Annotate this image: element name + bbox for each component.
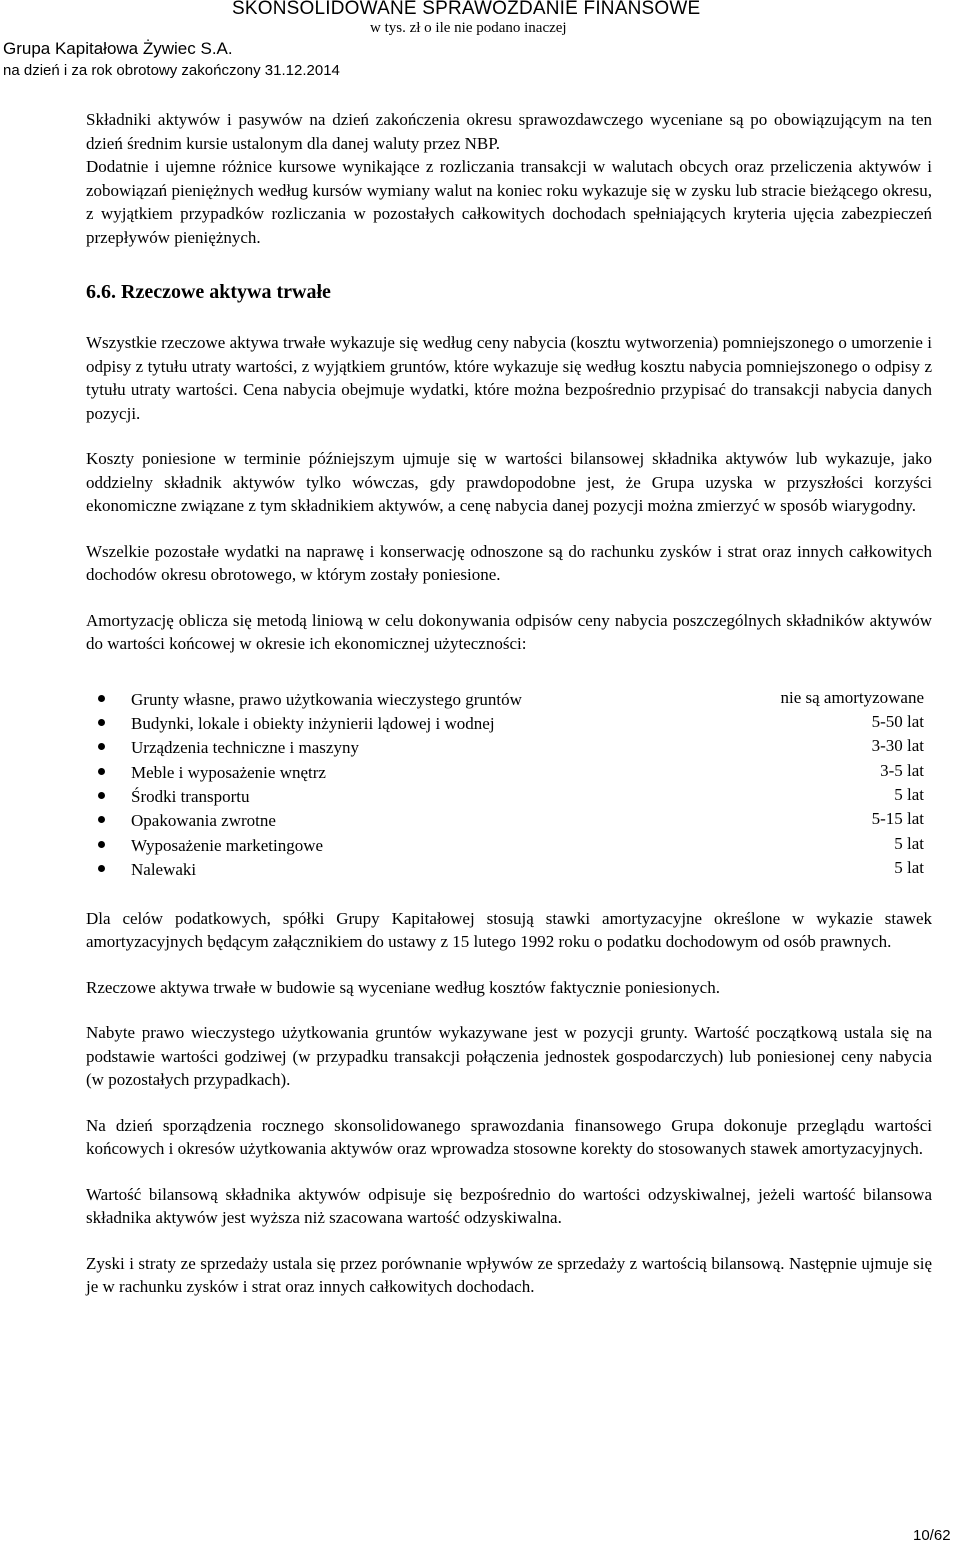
bullet-icon xyxy=(98,719,105,726)
page-number: 10/62 xyxy=(913,1527,951,1544)
paragraph-tax-rates: Dla celów podatkowych, spółki Grupy Kapitałowej stosują stawki amortyzacyjne określone w wykazie stawek amortyzacyjnych będącym załącznikiem do ustawy z 15 lutego 1992 roku o podatku dochodowym od osób prawnych. xyxy=(86,908,932,952)
useful-life: nie są amortyzowane xyxy=(780,687,924,707)
asset-category: Opakowania zwrotne xyxy=(131,811,276,831)
document-body xyxy=(86,108,932,1299)
asset-category: Meble i wyposażenie wnętrz xyxy=(131,762,326,782)
asset-category: Wyposażenie marketingowe xyxy=(131,835,324,855)
list-item xyxy=(86,832,932,856)
depreciation-list xyxy=(86,686,932,881)
useful-life: 5 lat xyxy=(894,833,924,853)
paragraph-subsequent-costs: Koszty poniesione w terminie późniejszym ujmuje się w wartości bilansowej składnika aktywów lub wykazuje, jako oddzielny składnik aktywów tylko wówczas, gdy prawdopodobne jest, że Grupa uzyska w przyszłości korzyści ekonomiczne związane z tym składnikiem aktywów, a cenę nabycia danej pozycji można zmierzyć w sposób wiarygodny. xyxy=(86,449,932,515)
list-item xyxy=(86,783,932,807)
useful-life: 3-30 lat xyxy=(871,736,924,756)
paragraph-perpetual-usufruct: Nabyte prawo wieczystego użytkowania gruntów wykazywane jest w pozycji grunty. Wartość początkową ustala się na podstawie wartości godziwej (w przypadku transakcji połączenia jednostek gospodarczych) lub poniesionej ceny nabycia (w pozostałych przypadkach). xyxy=(86,1023,932,1090)
paragraph-cost-basis: Wszystkie rzeczowe aktywa trwałe wykazuje się według ceny nabycia (kosztu wytworzenia) pomniejszonego o umorzenie i odpisy z tytułu utraty wartości, z wyjątkiem gruntów, które wykazuje się według kosztu nabycia pomniejszonego o odpisy z tytułu utraty wartości. Cena nabycia obejmuje wydatki, które można bezpośrednio przypisać do transakcji nabycia danych pozycji. xyxy=(86,333,932,423)
paragraph-repairs: Wszelkie pozostałe wydatki na naprawę i konserwację odnoszone są do rachunku zysków i strat oraz innych całkowitych dochodów okresu obrotowego, w którym zostały poniesione. xyxy=(86,541,932,584)
useful-life: 3-5 lat xyxy=(880,760,924,780)
paragraph-annual-review: Na dzień sporządzenia rocznego skonsolidowanego sprawozdania finansowego Grupa dokonuje przeglądu wartości końcowych i okresów użytkowania aktywów oraz wprowadza stosowne korekty do stosowanych stawek amortyzacyjnych. xyxy=(86,1115,932,1159)
useful-life: 5 lat xyxy=(894,785,924,805)
asset-category: Nalewaki xyxy=(131,860,197,880)
paragraph-fx-valuation: Składniki aktywów i pasywów na dzień zakończenia okresu sprawozdawczego wyceniane są po obowiązującym na ten dzień średnim kursie ustalonym dla danej waluty przez NBP. xyxy=(86,110,932,153)
section-heading: 6.6. Rzeczowe aktywa trwałe xyxy=(86,281,331,303)
list-item xyxy=(86,710,932,734)
list-item xyxy=(86,807,932,831)
list-item xyxy=(86,856,932,880)
paragraph-construction-in-progress: Rzeczowe aktywa trwałe w budowie są wyceniane według kosztów faktycznie poniesionych. xyxy=(86,977,720,997)
paragraph-fx-differences: Dodatnie i ujemne różnice kursowe wynikające z rozliczania transakcji w walutach obcych oraz przeliczenia aktywów i zobowiązań pieniężnych według kursów wymiany walut na koniec roku wykazuje się w zysku lub stracie bieżącego okresu, z wyjątkiem przypadków rozliczania w pozostałych całkowitych dochodach spełniających kryteria ujęcia zabezpieczeń przepływów pieniężnych. xyxy=(86,157,932,247)
bullet-icon xyxy=(98,768,105,775)
paragraph-depreciation-method: Amortyzację oblicza się metodą liniową w celu dokonywania odpisów ceny nabycia poszczególnych składników aktywów do wartości końcowej w okresie ich ekonomicznej użyteczności: xyxy=(86,610,932,653)
company-name: Grupa Kapitałowa Żywiec S.A. xyxy=(3,39,233,58)
asset-category: Grunty własne, prawo użytkowania wieczystego gruntów xyxy=(131,689,522,709)
list-item xyxy=(86,759,932,783)
currency-note: w tys. zł o ile nie podano inaczej xyxy=(370,20,567,36)
list-item xyxy=(86,686,932,710)
asset-category: Urządzenia techniczne i maszyny xyxy=(131,738,359,758)
bullet-icon xyxy=(98,792,105,799)
bullet-icon xyxy=(98,841,105,848)
bullet-icon xyxy=(98,695,105,702)
page-header xyxy=(0,0,960,84)
paragraph-impairment: Wartość bilansową składnika aktywów odpisuje się bezpośrednio do wartości odzyskiwalnej, jeżeli wartość bilansowa składnika aktywów jest wyższa niż szacowana wartość odzyskiwalna. xyxy=(86,1184,932,1228)
reporting-period: na dzień i za rok obrotowy zakończony 31.12.2014 xyxy=(3,62,340,79)
paragraph-disposal: Zyski i straty ze sprzedaży ustala się przez porównanie wpływów ze sprzedaży z wartością bilansową. Następnie ujmuje się je w rachunku zysków i strat oraz innych całkowitych dochodach. xyxy=(86,1253,932,1297)
bullet-icon xyxy=(98,743,105,750)
bullet-icon xyxy=(98,865,105,872)
useful-life: 5-15 lat xyxy=(871,809,924,829)
list-item xyxy=(86,734,932,758)
bullet-icon xyxy=(98,816,105,823)
report-title: SKONSOLIDOWANE SPRAWOZDANIE FINANSOWE xyxy=(232,0,701,19)
asset-category: Środki transportu xyxy=(131,787,250,807)
asset-category: Budynki, lokale i obiekty inżynierii lądowej i wodnej xyxy=(131,713,495,733)
useful-life: 5 lat xyxy=(894,858,924,878)
useful-life: 5-50 lat xyxy=(871,711,924,731)
